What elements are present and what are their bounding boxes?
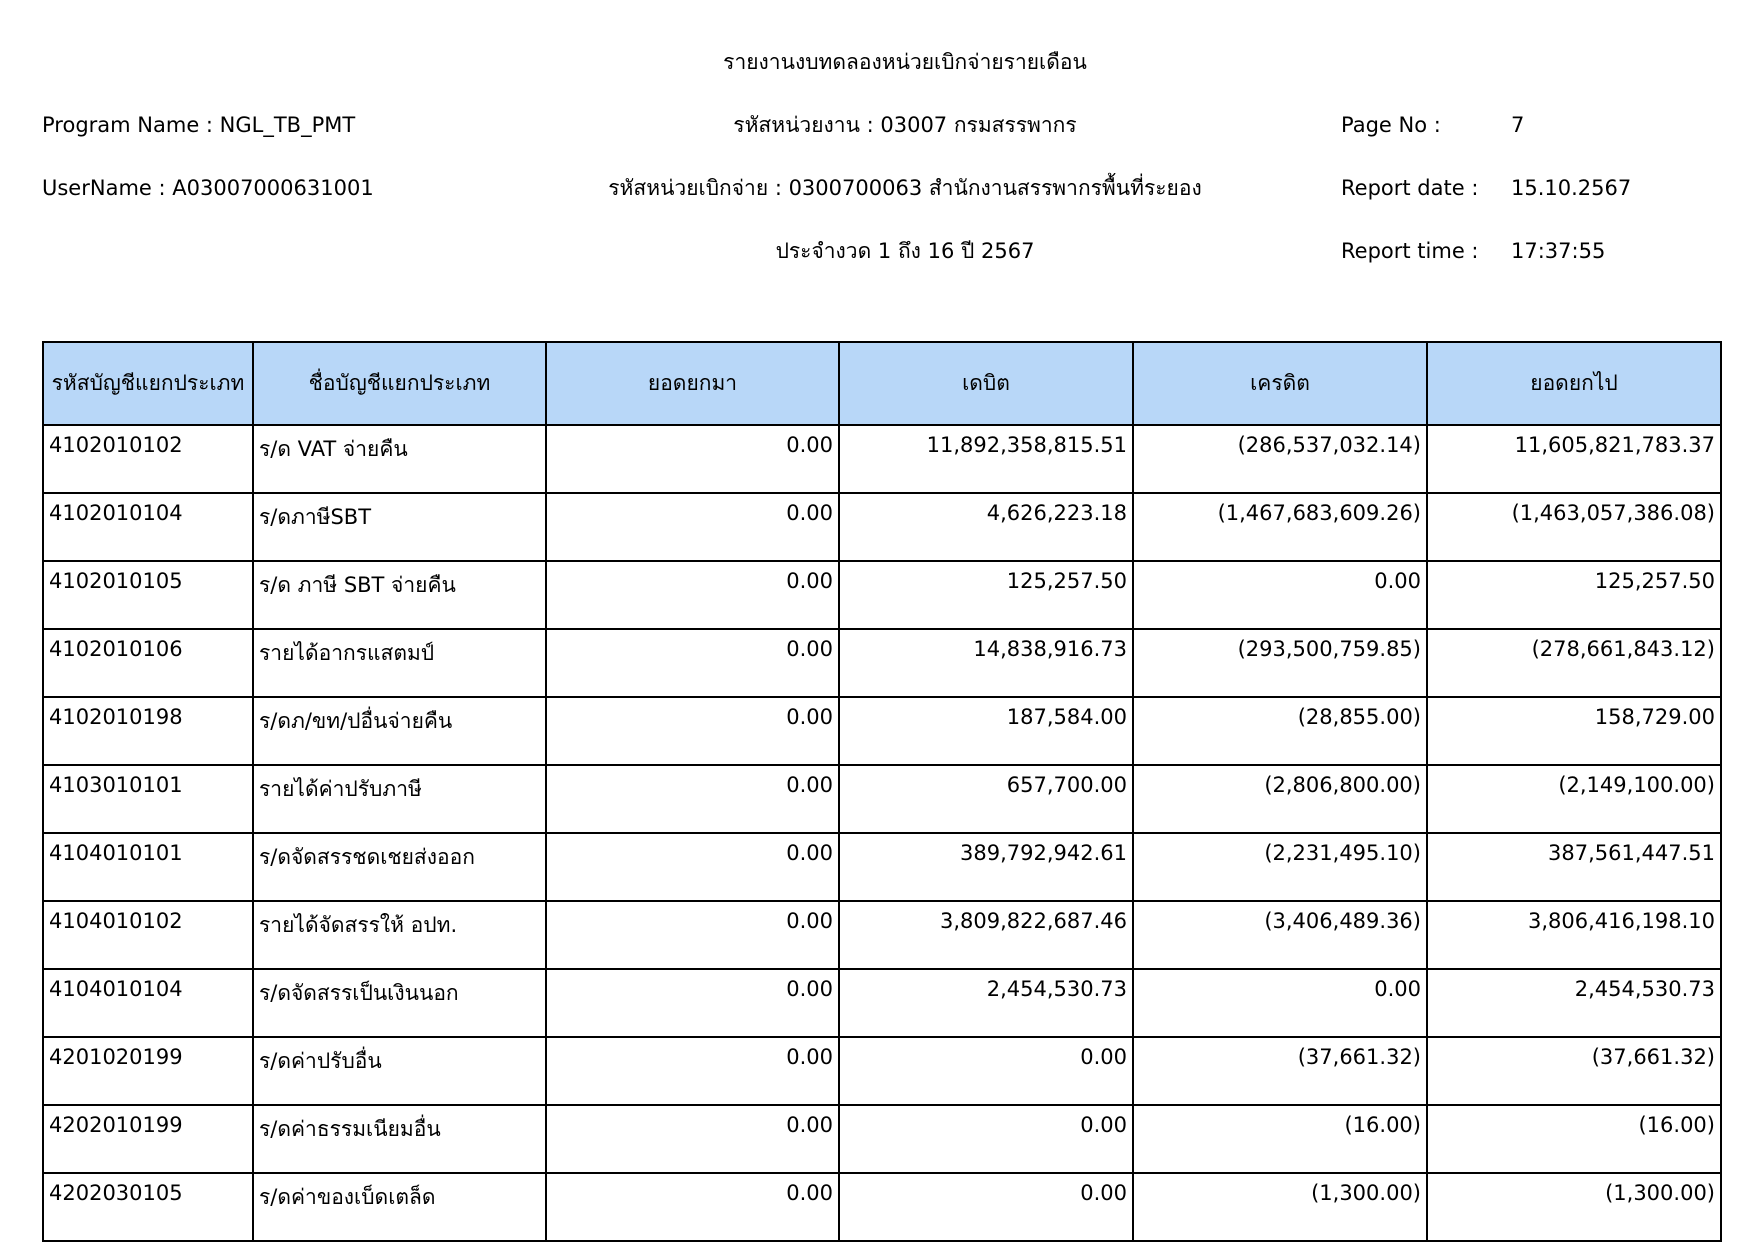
credit-cell: (2,231,495.10): [1133, 833, 1427, 901]
carried-forward-cell: 125,257.50: [1427, 561, 1721, 629]
debit-cell: 3,809,822,687.46: [839, 901, 1133, 969]
table-row: [43, 969, 1721, 1037]
account-code-cell: 4202010199: [43, 1105, 253, 1173]
table-header-row: [43, 342, 1721, 425]
username-label: UserName :: [42, 176, 166, 200]
program-name: [42, 115, 355, 136]
account-name-cell: ร/ด ภาษี SBT จ่ายคืน: [253, 561, 546, 629]
credit-cell: (3,406,489.36): [1133, 901, 1427, 969]
credit-cell: (1,467,683,609.26): [1133, 493, 1427, 561]
brought-forward-cell: 0.00: [546, 561, 839, 629]
credit-cell: (2,806,800.00): [1133, 765, 1427, 833]
credit-cell: (286,537,032.14): [1133, 425, 1427, 493]
header-debit: เดบิต: [839, 342, 1133, 425]
table-row: [43, 765, 1721, 833]
credit-cell: (28,855.00): [1133, 697, 1427, 765]
brought-forward-cell: 0.00: [546, 901, 839, 969]
brought-forward-cell: 0.00: [546, 1105, 839, 1173]
account-name-cell: รายได้จัดสรรให้ อปท.: [253, 901, 546, 969]
credit-cell: 0.00: [1133, 969, 1427, 1037]
account-code-cell: 4202030105: [43, 1173, 253, 1241]
table-row: [43, 629, 1721, 697]
disbursement-unit: รหัสหน่วยเบิกจ่าย : 0300700063 สำนักงานสรรพากรพื้นที่ระยอง: [608, 176, 1202, 200]
trial-balance-table: [42, 341, 1722, 1242]
credit-cell: (16.00): [1133, 1105, 1427, 1173]
carried-forward-cell: (37,661.32): [1427, 1037, 1721, 1105]
report-period: ประจำงวด 1 ถึง 16 ปี 2567: [775, 239, 1035, 263]
page-no-value: 7: [1511, 113, 1525, 137]
debit-cell: 2,454,530.73: [839, 969, 1133, 1037]
credit-cell: (37,661.32): [1133, 1037, 1427, 1105]
carried-forward-cell: 2,454,530.73: [1427, 969, 1721, 1037]
header-credit: เครดิต: [1133, 342, 1427, 425]
account-code-cell: 4102010198: [43, 697, 253, 765]
table-row: [43, 425, 1721, 493]
table-row: [43, 1105, 1721, 1173]
account-name-cell: ร/ดภาษีSBT: [253, 493, 546, 561]
debit-cell: 14,838,916.73: [839, 629, 1133, 697]
brought-forward-cell: 0.00: [546, 493, 839, 561]
account-name-cell: ร/ดจัดสรรเป็นเงินนอก: [253, 969, 546, 1037]
account-name-cell: ร/ดจัดสรรชดเชยส่งออก: [253, 833, 546, 901]
account-code-cell: 4102010102: [43, 425, 253, 493]
account-name-cell: รายได้อากรแสตมป์: [253, 629, 546, 697]
brought-forward-cell: 0.00: [546, 765, 839, 833]
brought-forward-cell: 0.00: [546, 697, 839, 765]
carried-forward-cell: 11,605,821,783.37: [1427, 425, 1721, 493]
table-row: [43, 901, 1721, 969]
username-value: A03007000631001: [172, 176, 374, 200]
page-no-label: Page No :: [1341, 113, 1441, 137]
credit-cell: (293,500,759.85): [1133, 629, 1427, 697]
header-brought-forward: ยอดยกมา: [546, 342, 839, 425]
debit-cell: 389,792,942.61: [839, 833, 1133, 901]
table-row: [43, 833, 1721, 901]
username: [42, 178, 374, 199]
report-time-label: Report time :: [1341, 239, 1479, 263]
carried-forward-cell: 158,729.00: [1427, 697, 1721, 765]
account-code-cell: 4104010102: [43, 901, 253, 969]
carried-forward-cell: 387,561,447.51: [1427, 833, 1721, 901]
brought-forward-cell: 0.00: [546, 629, 839, 697]
carried-forward-cell: (1,300.00): [1427, 1173, 1721, 1241]
brought-forward-cell: 0.00: [546, 833, 839, 901]
debit-cell: 125,257.50: [839, 561, 1133, 629]
account-name-cell: รายได้ค่าปรับภาษี: [253, 765, 546, 833]
account-code-cell: 4104010101: [43, 833, 253, 901]
carried-forward-cell: (278,661,843.12): [1427, 629, 1721, 697]
debit-cell: 11,892,358,815.51: [839, 425, 1133, 493]
report-date-label: Report date :: [1341, 176, 1479, 200]
credit-cell: 0.00: [1133, 561, 1427, 629]
carried-forward-cell: (1,463,057,386.08): [1427, 493, 1721, 561]
debit-cell: 0.00: [839, 1105, 1133, 1173]
report-date-value: 15.10.2567: [1511, 176, 1632, 200]
header-carried-forward: ยอดยกไป: [1427, 342, 1721, 425]
carried-forward-cell: (16.00): [1427, 1105, 1721, 1173]
carried-forward-cell: (2,149,100.00): [1427, 765, 1721, 833]
header-account-name: ชื่อบัญชีแยกประเภท: [253, 342, 546, 425]
account-code-cell: 4102010106: [43, 629, 253, 697]
debit-cell: 4,626,223.18: [839, 493, 1133, 561]
account-code-cell: 4104010104: [43, 969, 253, 1037]
program-name-label: Program Name :: [42, 113, 213, 137]
debit-cell: 657,700.00: [839, 765, 1133, 833]
agency-code: รหัสหน่วยงาน : 03007 กรมสรรพากร: [733, 113, 1077, 137]
report-time-value: 17:37:55: [1511, 239, 1606, 263]
table-row: [43, 1037, 1721, 1105]
account-name-cell: ร/ดภ/ขท/ปอื่นจ่ายคืน: [253, 697, 546, 765]
brought-forward-cell: 0.00: [546, 1037, 839, 1105]
table-row: [43, 697, 1721, 765]
table-row: [43, 561, 1721, 629]
table-row: [43, 493, 1721, 561]
account-name-cell: ร/ดค่าของเบ็ดเตล็ด: [253, 1173, 546, 1241]
account-code-cell: 4103010101: [43, 765, 253, 833]
account-name-cell: ร/ดค่าปรับอื่น: [253, 1037, 546, 1105]
account-code-cell: 4102010104: [43, 493, 253, 561]
program-name-value: NGL_TB_PMT: [219, 113, 356, 137]
debit-cell: 0.00: [839, 1173, 1133, 1241]
carried-forward-cell: 3,806,416,198.10: [1427, 901, 1721, 969]
credit-cell: (1,300.00): [1133, 1173, 1427, 1241]
account-name-cell: ร/ดค่าธรรมเนียมอื่น: [253, 1105, 546, 1173]
account-code-cell: 4201020199: [43, 1037, 253, 1105]
header-account-code: รหัสบัญชีแยกประเภท: [43, 342, 253, 425]
brought-forward-cell: 0.00: [546, 425, 839, 493]
brought-forward-cell: 0.00: [546, 969, 839, 1037]
debit-cell: 187,584.00: [839, 697, 1133, 765]
brought-forward-cell: 0.00: [546, 1173, 839, 1241]
account-name-cell: ร/ด VAT จ่ายคืน: [253, 425, 546, 493]
table-row: [43, 1173, 1721, 1241]
account-code-cell: 4102010105: [43, 561, 253, 629]
report-title: รายงานงบทดลองหน่วยเบิกจ่ายรายเดือน: [723, 50, 1087, 74]
debit-cell: 0.00: [839, 1037, 1133, 1105]
